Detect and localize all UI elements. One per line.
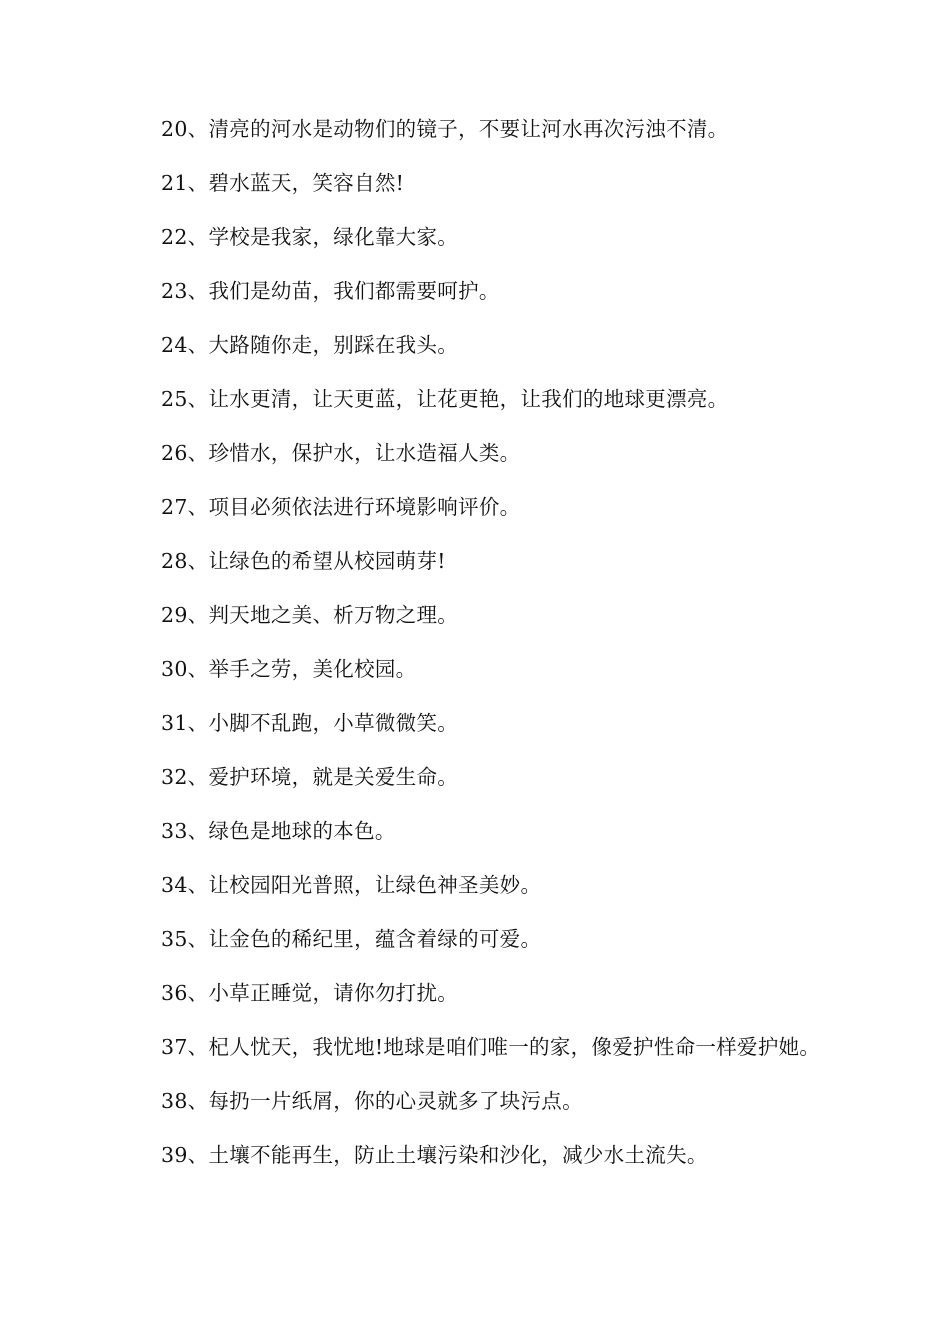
paragraph-28: 28、让绿色的希望从校园萌芽! — [161, 549, 446, 573]
paragraph-38: 38、每扔一片纸屑，你的心灵就多了块污点。 — [161, 1089, 583, 1113]
paragraph-36: 36、小草正睡觉，请你勿打扰。 — [161, 981, 459, 1005]
paragraph-39: 39、土壤不能再生，防止土壤污染和沙化，减少水土流失。 — [161, 1143, 708, 1167]
paragraph-31: 31、小脚不乱跑，小草微微笑。 — [161, 711, 459, 735]
paragraph-33: 33、绿色是地球的本色。 — [161, 819, 396, 843]
paragraph-23: 23、我们是幼苗，我们都需要呵护。 — [161, 279, 500, 303]
paragraph-37: 37、杞人忧天，我忧地!地球是咱们唯一的家，像爱护性命一样爱护她。 — [161, 1035, 821, 1059]
paragraph-26: 26、珍惜水，保护水，让水造福人类。 — [161, 441, 521, 465]
paragraph-22: 22、学校是我家，绿化靠大家。 — [161, 225, 459, 249]
paragraph-21: 21、碧水蓝天，笑容自然! — [161, 171, 405, 195]
paragraph-24: 24、大路随你走，别踩在我头。 — [161, 333, 459, 357]
paragraph-34: 34、让校园阳光普照，让绿色神圣美妙。 — [161, 873, 542, 897]
paragraph-27: 27、项目必须依法进行环境影响评价。 — [161, 495, 521, 519]
document-body — [116, 110, 832, 1190]
paragraph-32: 32、爱护环境，就是关爱生命。 — [161, 765, 459, 789]
paragraph-20: 20、清亮的河水是动物们的镜子，不要让河水再次污浊不清。 — [161, 117, 729, 141]
paragraph-25: 25、让水更清，让天更蓝，让花更艳，让我们的地球更漂亮。 — [161, 387, 729, 411]
paragraph-29: 29、判天地之美、析万物之理。 — [161, 603, 459, 627]
paragraph-30: 30、举手之劳，美化校园。 — [161, 657, 417, 681]
paragraph-35: 35、让金色的稀纪里，蕴含着绿的可爱。 — [161, 927, 542, 951]
